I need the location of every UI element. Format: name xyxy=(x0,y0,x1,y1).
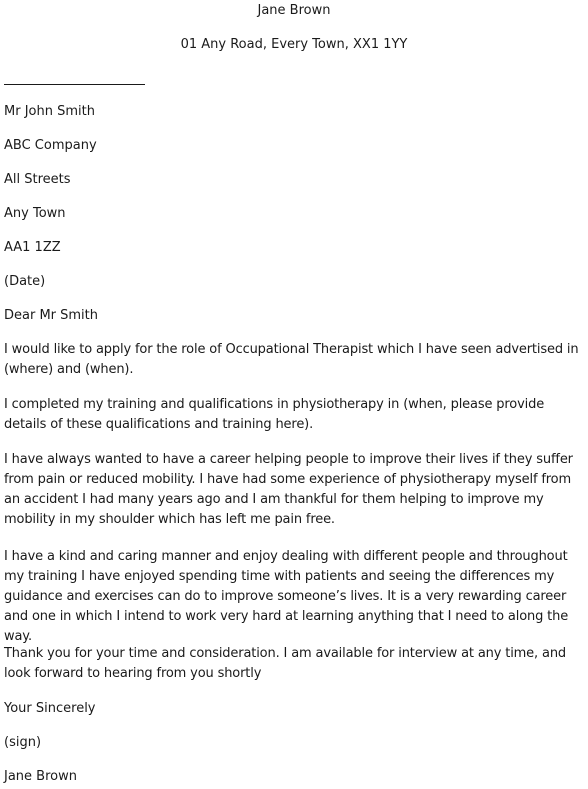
recipient-postcode: AA1 1ZZ xyxy=(4,240,61,255)
paragraph-5: Thank you for your time and consideration. I am available for interview at any time, and look forward to hearing from you shortly xyxy=(4,646,567,681)
closing: Your Sincerely xyxy=(4,701,96,716)
paragraph-4: I have a kind and caring manner and enjoy dealing with different people and throughout my training I have enjoyed spending time with patients and seeing the differences my guidance and exercises can do to improve someone’s lives. It is a very rewarding career and one in which I intend to work very hard at learning anything that I need to along the way. xyxy=(4,549,569,644)
signature: (sign) xyxy=(4,735,42,750)
paragraph-1: I would like to apply for the role of Occupational Therapist which I have seen advertised in (where) and (when). xyxy=(4,342,579,377)
sender-name: Jane Brown xyxy=(257,3,331,18)
recipient-company: ABC Company xyxy=(4,138,97,153)
recipient-street: All Streets xyxy=(4,172,71,187)
paragraph-2: I completed my training and qualifications in physiotherapy in (when, please provide details of these qualifications and training here). xyxy=(4,397,545,432)
letter-date: (Date) xyxy=(4,274,46,289)
sender-address: 01 Any Road, Every Town, XX1 1YY xyxy=(180,37,408,52)
signoff-name: Jane Brown xyxy=(4,769,77,784)
recipient-name: Mr John Smith xyxy=(4,104,95,119)
salutation: Dear Mr Smith xyxy=(4,308,99,323)
divider-line xyxy=(4,84,145,85)
paragraph-3: I have always wanted to have a career helping people to improve their lives if they suffer from pain or reduced mobility. I have had some experience of physiotherapy myself from an accident I had many years ago and I am thankful for them helping to improve my mobility in my shoulder which has left me pain free. xyxy=(4,452,573,527)
recipient-town: Any Town xyxy=(4,206,66,221)
